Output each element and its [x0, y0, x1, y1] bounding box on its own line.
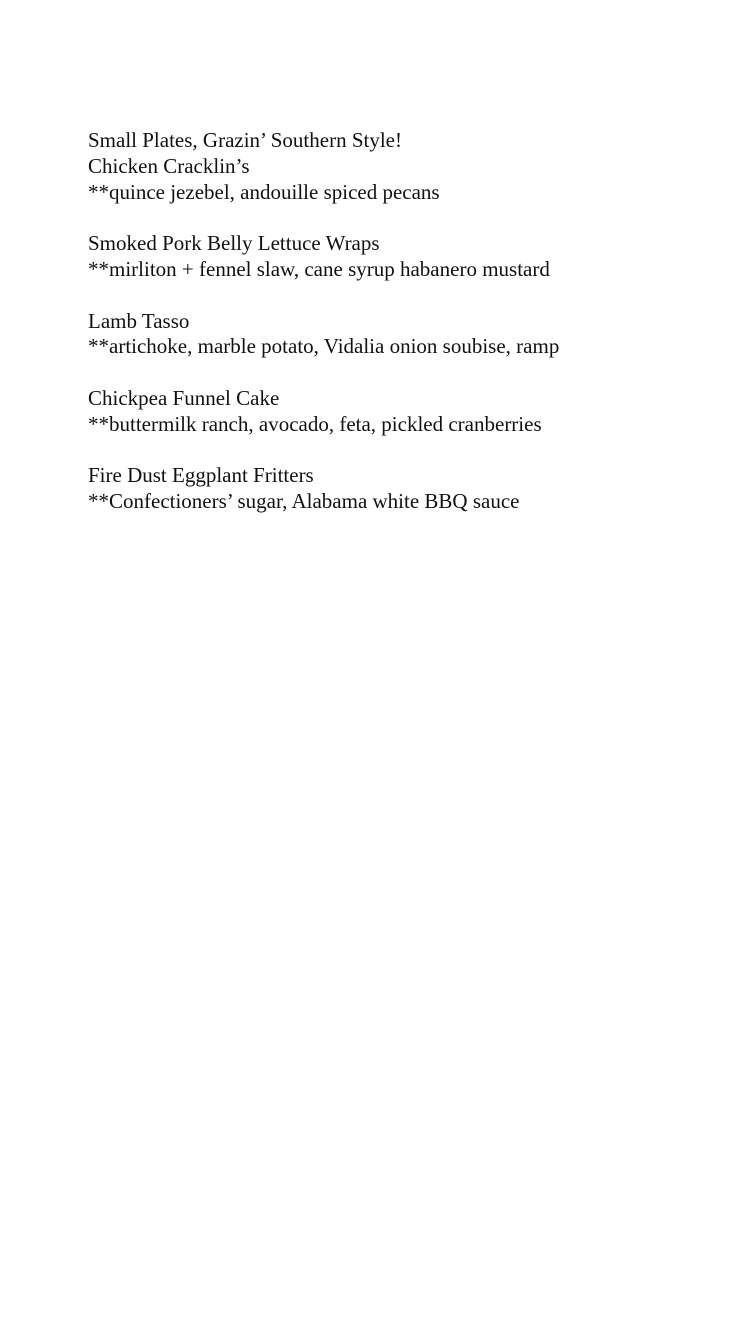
menu-item: [88, 231, 728, 283]
menu-item: [88, 386, 728, 438]
menu-item-description: **quince jezebel, andouille spiced pecans: [88, 179, 440, 204]
menu-item-description: **artichoke, marble potato, Vidalia onion soubise, ramp: [88, 334, 560, 359]
menu-item: [88, 154, 728, 206]
menu-document: [88, 128, 728, 515]
menu-item-name: Fire Dust Eggplant Fritters: [88, 463, 314, 488]
menu-heading: Small Plates, Grazin’ Southern Style!: [88, 128, 402, 152]
spacer: [88, 438, 728, 464]
menu-item: [88, 309, 728, 361]
menu-item-description: **mirliton + fennel slaw, cane syrup habanero mustard: [88, 256, 550, 281]
menu-item-name: Smoked Pork Belly Lettuce Wraps: [88, 231, 380, 256]
menu-item-description: **Confectioners’ sugar, Alabama white BBQ sauce: [88, 489, 520, 514]
spacer: [88, 283, 728, 309]
menu-item: [88, 463, 728, 515]
menu-item-name: Chickpea Funnel Cake: [88, 385, 280, 410]
menu-item-name: Lamb Tasso: [88, 308, 190, 333]
menu-item-description: **buttermilk ranch, avocado, feta, pickled cranberries: [88, 411, 542, 436]
spacer: [88, 205, 728, 231]
spacer: [88, 360, 728, 386]
menu-item-name: Chicken Cracklin’s: [88, 153, 250, 178]
